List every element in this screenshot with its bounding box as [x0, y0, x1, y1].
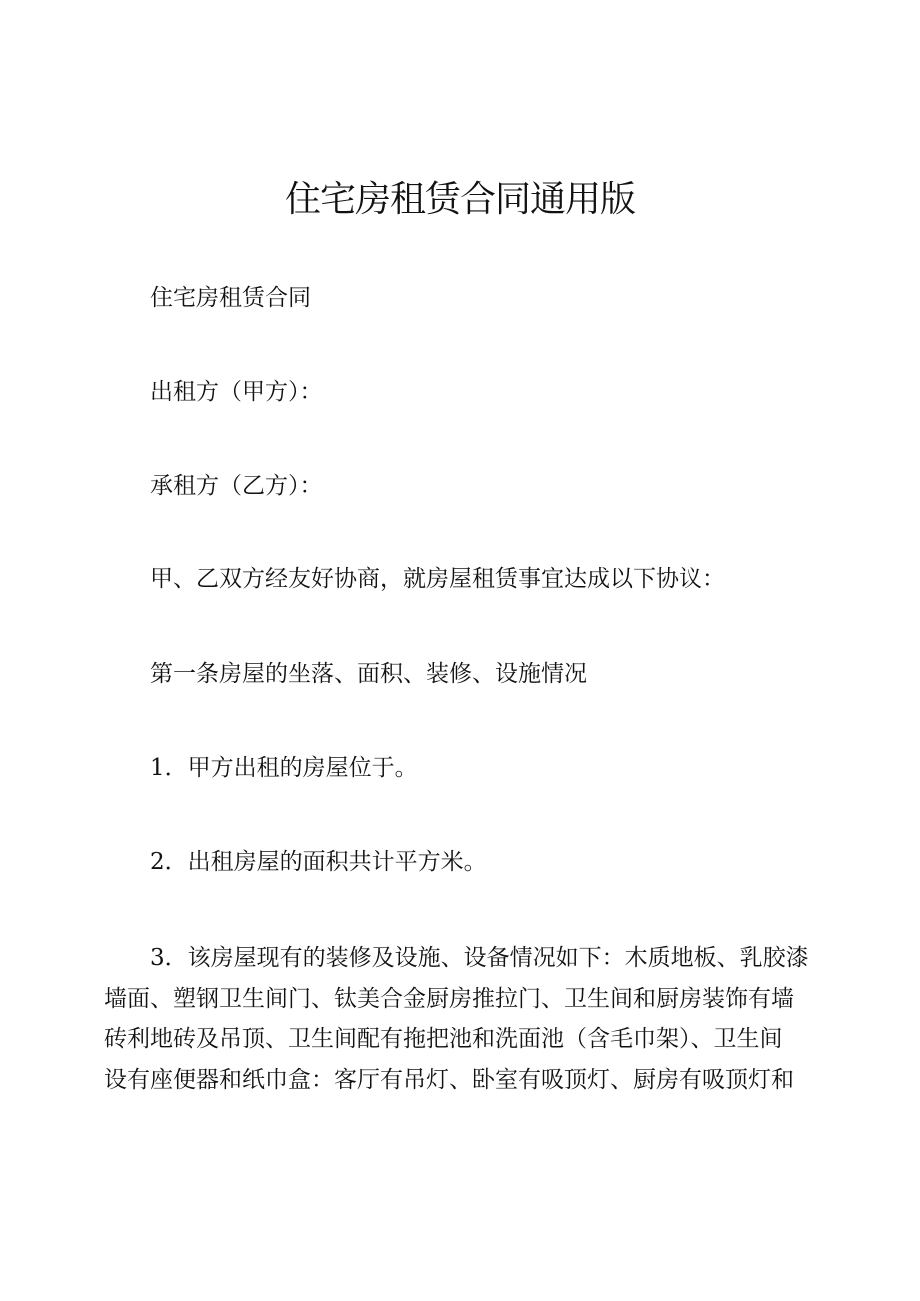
- item-3-paragraph: [104, 938, 824, 1100]
- lessee-line: 承租方（乙方）：: [150, 473, 323, 499]
- intro-line: 甲、乙双方经友好协商，就房屋租赁事宜达成以下协议：: [150, 566, 725, 592]
- contract-subtitle: 住宅房租赁合同: [150, 285, 311, 311]
- document-title: 住宅房租赁合同通用版: [284, 179, 635, 220]
- item-1-line: 1．甲方出租的房屋位于。: [150, 755, 418, 781]
- item-2-line: 2．出租房屋的面积共计平方米。: [150, 849, 487, 875]
- item-3-line: 3．该房屋现有的装修及设施、设备情况如下：木质地板、乳胶漆: [150, 945, 809, 971]
- item-3-line: 设有座便器和纸巾盒：客厅有吊灯、卧室有吸顶灯、厨房有吸顶灯和: [104, 1066, 794, 1093]
- lessor-line: 出租方（甲方）：: [150, 379, 323, 405]
- article-1-heading: 第一条房屋的坐落、面积、装修、设施情况: [150, 661, 587, 687]
- item-3-line: 墙面、塑钢卫生间门、钛美合金厨房推拉门、卫生间和厨房装饰有墙: [104, 985, 794, 1012]
- item-3-line: 砖利地砖及吊顶、卫生间配有拖把池和洗面池（含毛巾架）、卫生间: [104, 1026, 783, 1052]
